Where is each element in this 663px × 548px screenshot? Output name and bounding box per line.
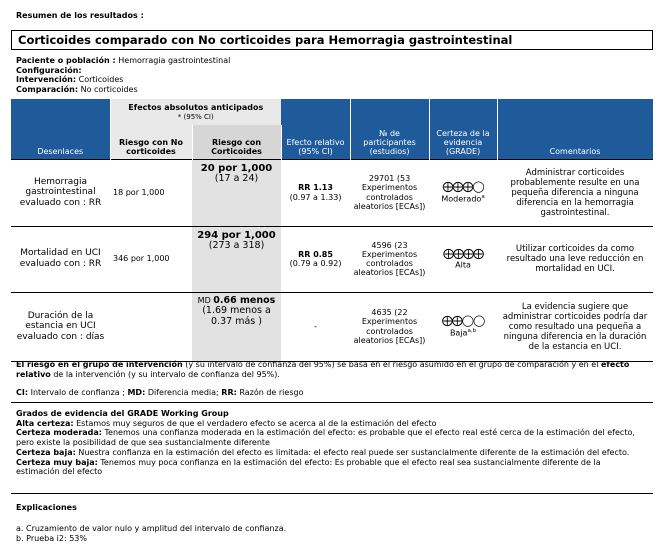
risk-with-cell: MD 0.66 menos (1.69 menos a 0.37 más ) <box>192 292 281 361</box>
table-row <box>11 159 653 226</box>
comment-cell: La evidencia sugiere que administrar corticoides podría dar como resultado una pequeña a ninguna diferencia en la duración de la estancia en UCI. <box>497 292 653 361</box>
risk-with-cell: 20 por 1,000 (17 a 24) <box>192 159 281 226</box>
grade-definitions <box>16 409 646 477</box>
header-risk-without: Riesgo con No corticoides <box>110 125 192 159</box>
header-risk-with: Riesgo con Corticoides <box>192 125 281 159</box>
participants-cell: 4635 (22 Experimentos controlados aleatorios [ECAs]) <box>350 292 429 361</box>
outcome-cell: Mortalidad en UCI evaluado con : RR <box>11 226 110 292</box>
comment-cell: Utilizar corticoides da como resultado una leve reducción en mortalidad en UCI. <box>497 226 653 292</box>
risk-footnote: El riesgo en el grupo de intervención (y su intervalo de confianza del 95%) se basa en el riesgo asumido en el grupo de comparación y en el efecto relativo de la intervención (y su intervalo de confianza del 95%). <box>16 360 630 379</box>
grade-low: Certeza baja: Nuestra confianza en la estimación del efecto es limitada: el efecto real puede ser sustancialmente diferente de la estimación del efecto. <box>16 447 630 457</box>
explanation-item: b. Prueba i2: 53% <box>16 533 87 543</box>
outcome-cell: Hemorragia gastrointestinal evaluado con : RR <box>11 159 110 226</box>
header-comments: Comentarios <box>497 99 653 159</box>
certainty-circles-icon: ⨁⨁⨁◯ <box>442 180 484 194</box>
explanations-title: Explicaciones <box>16 503 77 512</box>
explanation-item: a. Cruzamiento de valor nulo y amplitud del intervalo de confianza. <box>16 524 287 533</box>
risk-without-cell <box>110 292 192 361</box>
meta-intervention: Intervención: Corticoides <box>16 75 124 85</box>
grade-very-low: Certeza muy baja: Tenemos muy poca confianza en la estimación del efecto: Es probable que el efecto real sea sustancialmente diferente de la estimación del efecto <box>16 457 601 477</box>
header-participants: № de participantes (estudios) <box>350 99 429 159</box>
grade-moderate: Certeza moderada: Tenemos una confianza moderada en la estimación del efecto: es probable que el efecto real esté cerca de la estimación del efecto, pero existe la posibilidad de que sea sustancialmente diferente <box>16 428 635 448</box>
grades-title: Grados de evidencia del GRADE Working Group <box>16 409 229 418</box>
relative-effect-cell: RR 1.13 (0.97 a 1.33) <box>281 159 350 226</box>
divider <box>11 402 653 403</box>
grade-high: Alta certeza: Estamos muy seguros de que el verdadero efecto se acerca al de la estimación del efecto <box>16 418 437 428</box>
table-row <box>11 226 653 292</box>
header-relative-effect: Efecto relativo (95% CI) <box>281 99 350 159</box>
certainty-cell: ⨁⨁◯◯ Baja$^{a,b}$ <box>429 292 497 361</box>
participants-cell: 29701 (53 Experimentos controlados aleatorios [ECAs]) <box>350 159 429 226</box>
divider <box>11 493 653 494</box>
table-row <box>11 292 653 361</box>
header-outcomes: Desenlaces <box>11 99 110 159</box>
certainty-circles-icon: ⨁⨁◯◯ <box>441 314 485 328</box>
abbreviations: CI: Intervalo de confianza ; MD: Diferencia media; RR: Razón de riesgo <box>16 388 304 397</box>
summary-label: Resumen de los resultados : <box>16 11 144 20</box>
certainty-cell: ⨁⨁⨁⨁ Alta <box>429 226 497 292</box>
relative-effect-cell: - <box>281 292 350 361</box>
meta-setting: Configuración: <box>16 65 82 75</box>
header-absolute-effects: Efectos absolutos anticipados * (95% CI) <box>110 99 281 125</box>
relative-effect-cell: RR 0.85 (0.79 a 0.92) <box>281 226 350 292</box>
comment-cell: Administrar corticoides probablemente resulte en una pequeña diferencia a ninguna diferencia en la hemorragia gastrointestinal. <box>497 159 653 226</box>
risk-without-cell: 18 por 1,000 <box>110 159 192 226</box>
meta-comparison: Comparación: No corticoides <box>16 84 138 94</box>
meta-population: Paciente o población : Hemorragia gastrointestinal <box>16 56 231 65</box>
page-title: Corticoides comparado con No corticoides para Hemorragia gastrointestinal <box>11 30 653 50</box>
summary-of-findings-table <box>11 99 654 362</box>
outcome-cell: Duración de la estancia en UCI evaluado con : días <box>11 292 110 361</box>
risk-without-cell: 346 por 1,000 <box>110 226 192 292</box>
population-info <box>16 56 230 94</box>
header-certainty: Certeza de la evidencia (GRADE) <box>429 99 497 159</box>
risk-with-cell: 294 por 1,000 (273 a 318) <box>192 226 281 292</box>
certainty-cell: ⨁⨁⨁◯ Moderado$^a$ <box>429 159 497 226</box>
explanations-list <box>16 524 286 543</box>
participants-cell: 4596 (23 Experimentos controlados aleatorios [ECAs]) <box>350 226 429 292</box>
certainty-circles-icon: ⨁⨁⨁⨁ <box>443 246 484 260</box>
